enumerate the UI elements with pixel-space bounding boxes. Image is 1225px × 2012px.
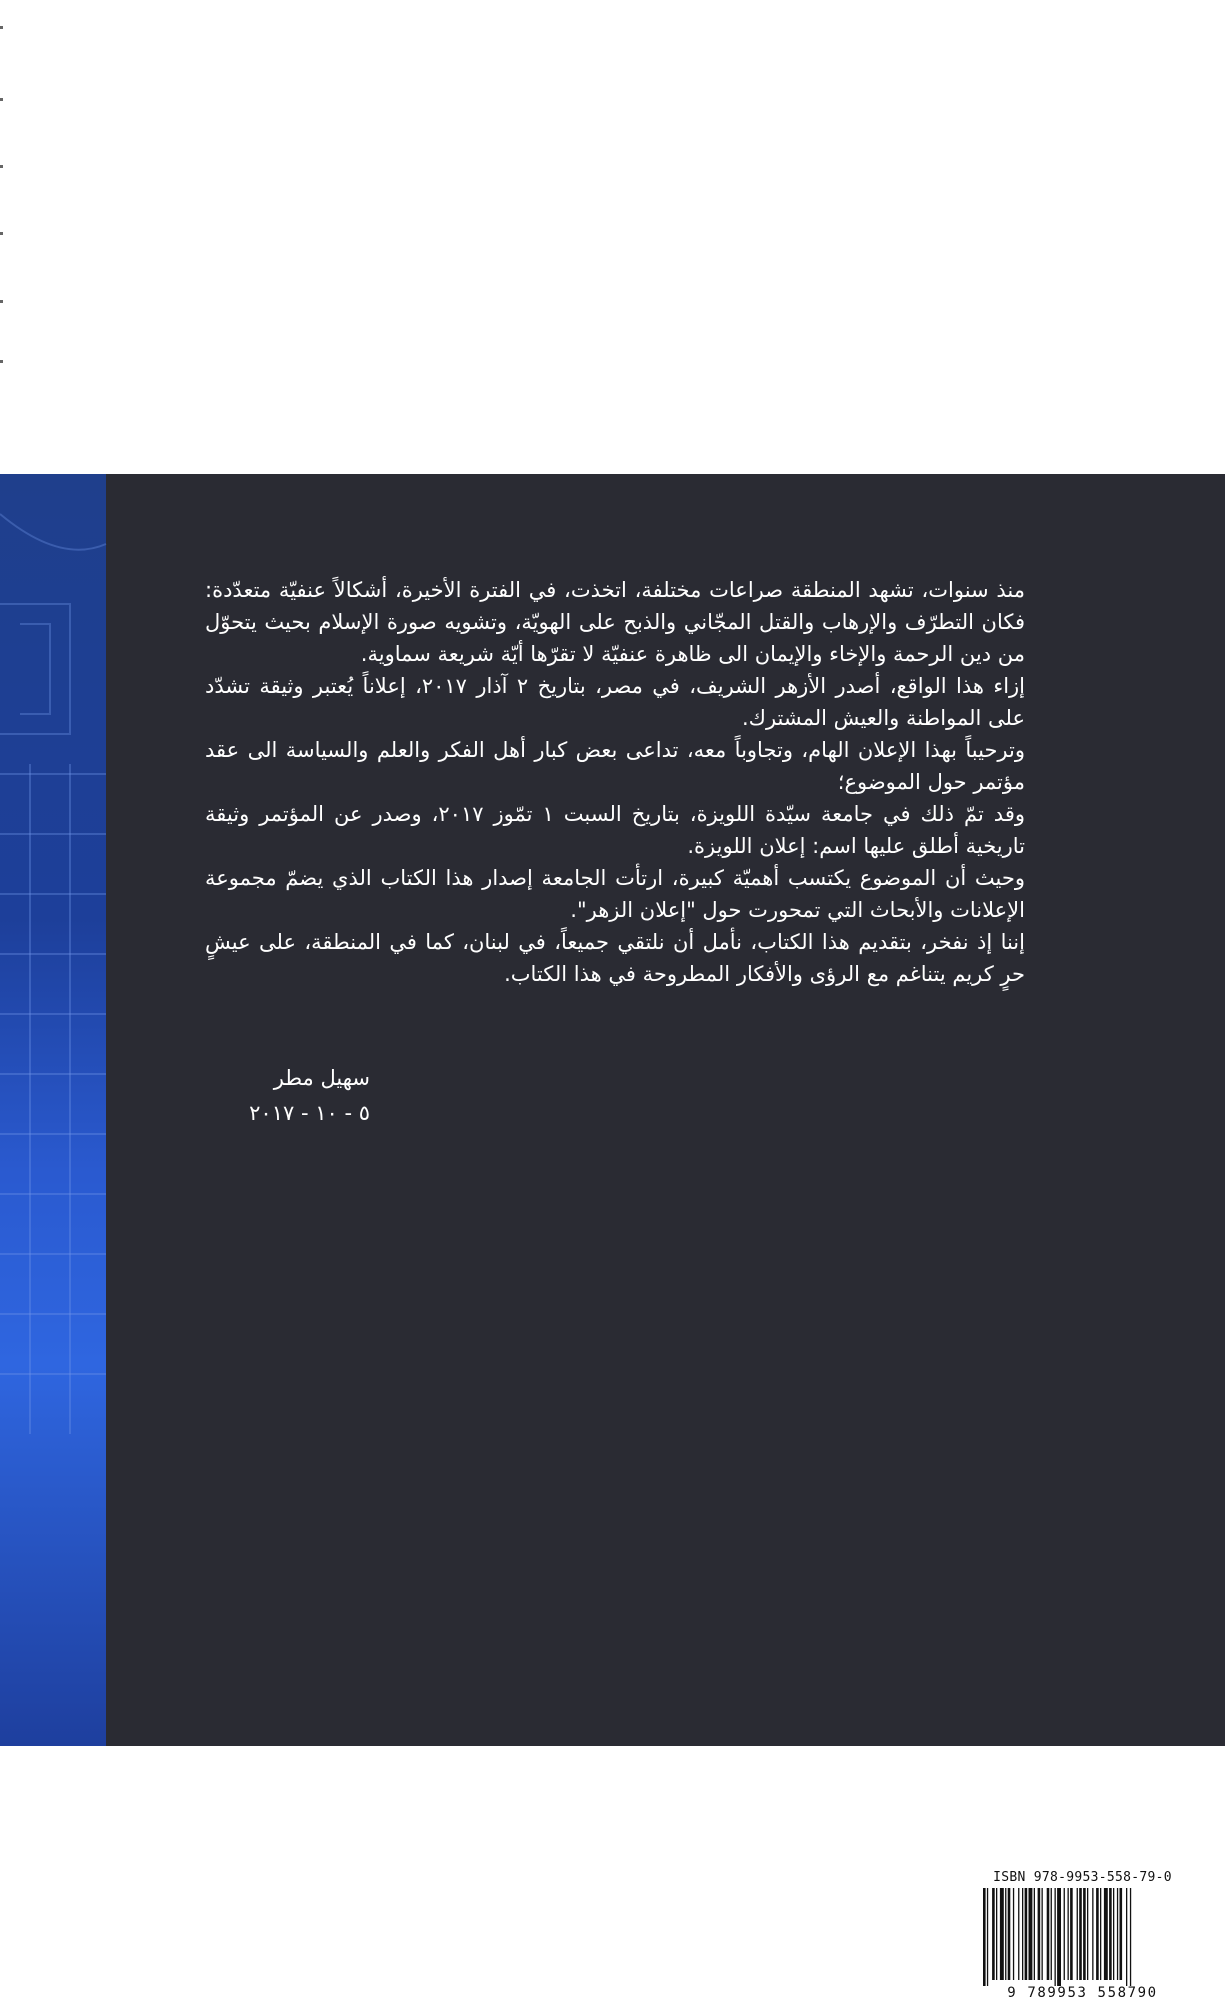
paragraph-1: منذ سنوات، تشهد المنطقة صراعات مختلفة، اتخذت، في الفترة الأخيرة، أشكالاً عنفيّة متعدّدة: فكان التطرّف والإرهاب والقتل المجّاني والذبح على الهويّة، وتشويه صورة الإسلام بحيث يتحوّل من دين الرحمة والإخاء والإيمان الى ظاهرة عنفيّة لا تقرّها أيّة شريعة سماوية. [205,578,1025,666]
barcode-bar [1079,1888,1082,1980]
barcode-bar [1096,1888,1099,1980]
barcode-bar [1126,1888,1127,1986]
barcode-bar [1087,1888,1088,1980]
cover-panel [0,474,1225,2001]
barcode-bar [1064,1888,1065,1980]
paragraph-3: وترحيباً بهذا الإعلان الهام، وتجاوباً معه، تداعى بعض كبار أهل الفكر والعلم والسياسة الى عقد مؤتمر حول الموضوع؛ [205,738,1025,794]
barcode-bar [1109,1888,1112,1980]
ean-digits: 9 789953 558790 [1007,1985,1158,2001]
barcode-bar [1117,1888,1118,1980]
barcode-bar [1047,1888,1050,1980]
signature-date: ٥ - ١٠ - ٢٠١٧ [249,1101,370,1125]
author-name: سهيل مطر [273,1066,370,1090]
barcode-bars [979,1888,1186,1986]
barcode-bar [1100,1888,1101,1980]
barcode-bar [1068,1888,1069,1980]
barcode-bar [1013,1888,1014,1980]
barcode-bar [1034,1888,1035,1980]
barcode-bar [1042,1888,1043,1980]
signature-block [249,1061,370,1131]
barcode-bar [1038,1888,1041,1980]
isbn-label: ISBN 978-9953-558-79-0 [993,1870,1172,1885]
barcode-bar [1077,1888,1078,1980]
paragraph-2: إزاء هذا الواقع، أصدر الأزهر الشريف، في مصر، بتاريخ ٢ آذار ٢٠١٧، إعلاناً يُعتبر وثيقة تشدّد على المواطنة والعيش المشترك. [205,674,1026,730]
barcode-bar [1025,1888,1028,1980]
barcode-bar [1029,1888,1033,1980]
barcode-bar [1104,1888,1108,1980]
barcode-bar [1120,1888,1123,1980]
barcode-bar [1057,1888,1061,1986]
barcode-bar [1055,1888,1056,1986]
barcode-bar [992,1888,995,1980]
barcode-bar [1005,1888,1006,1980]
paragraph-5: وحيث أن الموضوع يكتسب أهميّة كبيرة، ارتأت الجامعة إصدار هذا الكتاب الذي يضمّ مجموعة الإعلانات والأبحاث التي تمحورت حول "إعلان الزهر". [205,866,1025,922]
barcode-bar [987,1888,988,1986]
barcode-bar [1070,1888,1073,1980]
barcode-bar [1113,1888,1114,1980]
barcode-bar [1092,1888,1093,1980]
barcode-bar [1018,1888,1019,1980]
barcode-bar [1008,1888,1011,1980]
barcode-bar [1130,1888,1131,1986]
blue-spine-strip [0,474,106,1746]
back-cover-text [205,574,1025,990]
barcode-bar [1022,1888,1023,1980]
barcode-bar [996,1888,997,1980]
barcode-bar [983,1888,986,1986]
barcode-bar [1083,1888,1086,1980]
spine-architecture-pattern [0,474,106,1746]
barcode-bar [1051,1888,1052,1980]
barcode-bar [1000,1888,1004,1980]
paragraph-6: إننا إذ نفخر، بتقديم هذا الكتاب، نأمل أن نلتقي جميعاً، في لبنان، كما في المنطقة، على عيشٍ حرٍ كريم يتناغم مع الرؤى والأفكار المطروحة في هذا الكتاب. [205,930,1025,986]
paragraph-4: وقد تمّ ذلك في جامعة سيّدة اللويزة، بتاريخ السبت ١ تمّوز ٢٠١٧، وصدر عن المؤتمر وثيقة تاريخية أطلق عليها اسم: إعلان اللويزة. [205,802,1025,858]
isbn-barcode [973,1864,1192,2012]
